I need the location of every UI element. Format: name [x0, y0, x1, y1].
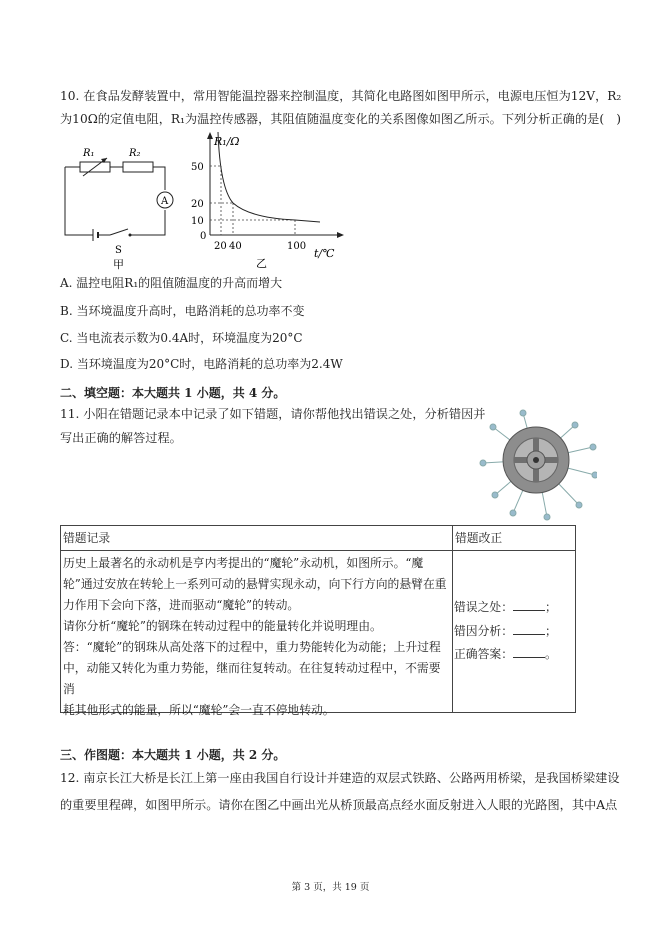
table-body-line: 力作用下会向下落，进而驱动“魔轮”的转动。	[63, 598, 300, 612]
q11-line-2: 写出正确的解答过程。	[60, 431, 182, 445]
answer-blank[interactable]	[513, 646, 545, 658]
resistance-temperature-graph	[190, 128, 350, 270]
correction-error-location	[454, 598, 557, 615]
graph-ytick-50: 50	[191, 162, 204, 173]
table-body-line: 请你分析“魔轮”的钢珠在转动过程中的能量转化并说明理由。	[63, 619, 382, 633]
correction-end: ；	[545, 624, 557, 638]
q10-line-2: 为10Ω的定值电阻，R₁为温控传感器，其阻值随温度变化的关系图像如图乙所示。下列分析正确的是( )	[60, 112, 622, 126]
graph-caption: 乙	[256, 257, 267, 270]
correction-label: 错误之处：	[454, 600, 513, 614]
correction-end: ；	[545, 600, 557, 614]
table-header-right: 错题改正	[455, 531, 503, 545]
switch	[110, 229, 132, 237]
q10-option-c: C. 当电流表示数为0.4A时，环境温度为20°C	[60, 331, 303, 345]
q10-option-d: D. 当环境温度为20°C时，电路消耗的总功率为2.4W	[60, 357, 343, 371]
q10-option-a: A. 温控电阻R₁的阻值随温度的升高而增大	[60, 276, 283, 290]
q10-line-1: 10. 在食品发酵装置中，常用智能温控器来控制温度，其简化电路图如图甲所示，电源电压恒为12V，R₂	[60, 89, 622, 103]
answer-blank[interactable]	[513, 599, 545, 611]
table-header-left: 错题记录	[63, 531, 111, 545]
table-body-line: 中，动能又转化为重力势能，继而往复转动。在往复转动过程中，不需要消	[63, 661, 441, 696]
graph-ytick-20: 20	[191, 199, 204, 210]
section-3-heading: 三、作图题：本大题共 1 小题，共 2 分。	[60, 748, 286, 762]
table-body-line: 历史上最著名的永动机是亨内考提出的“魔轮”永动机，如图所示。“魔	[63, 556, 424, 570]
graph-origin: 0	[200, 231, 207, 242]
graph-ytick-10: 10	[191, 216, 204, 227]
ammeter-label: A	[161, 196, 169, 207]
graph-xtick-40: 40	[229, 241, 242, 252]
graph-xlabel: t/℃	[314, 247, 335, 260]
error-record-table	[60, 525, 576, 717]
table-body	[63, 553, 451, 721]
graph-ylabel: R₁/Ω	[214, 135, 240, 148]
graph-xtick-20: 20	[214, 241, 227, 252]
table-body-line: 耗其他形式的能量，所以“魔轮”会一直不停地转动。	[63, 703, 335, 717]
battery	[93, 229, 98, 241]
section-2-heading: 二、填空题：本大题共 1 小题，共 4 分。	[60, 386, 286, 400]
r1-label: R₁	[83, 148, 95, 159]
page-footer: 第 3 页，共 19 页	[291, 882, 370, 893]
correction-correct-answer	[454, 645, 557, 662]
table-body-line: 答：“魔轮”的钢珠从高处落下的过程中，重力势能转化为动能；上升过程	[63, 640, 441, 654]
circuit-diagram	[55, 140, 185, 270]
switch-label: S	[115, 245, 122, 256]
correction-error-analysis	[454, 622, 557, 639]
correction-label: 正确答案：	[454, 647, 513, 661]
graph-xtick-100: 100	[287, 241, 307, 252]
q12-line-1: 12. 南京长江大桥是长江上第一座由我国自行设计并建造的双层式铁路、公路两用桥梁，是我国桥梁建设	[60, 771, 620, 785]
r2-label: R₂	[129, 148, 141, 159]
q11-line-1: 11. 小阳在错题记录本中记录了如下错题，请你帮他找出错误之处，分析错因并	[60, 407, 486, 421]
answer-blank[interactable]	[513, 623, 545, 635]
table-body-line: 轮”通过安放在转轮上一系列可动的悬臂实现永动，向下行方向的悬臂在重	[63, 577, 447, 591]
q12-line-2: 的重要里程碑，如图甲所示。请你在图乙中画出光从桥顶最高点经水面反射进入人眼的光路图，其中A点	[60, 798, 618, 812]
correction-end: 。	[545, 647, 557, 661]
magic-wheel-image	[475, 405, 597, 525]
circuit-caption: 甲	[113, 258, 124, 270]
q10-option-b: B. 当环境温度升高时，电路消耗的总功率不变	[60, 304, 305, 318]
r2-resistor	[123, 162, 153, 172]
correction-label: 错因分析：	[454, 624, 513, 638]
r1-resistor	[80, 158, 110, 176]
